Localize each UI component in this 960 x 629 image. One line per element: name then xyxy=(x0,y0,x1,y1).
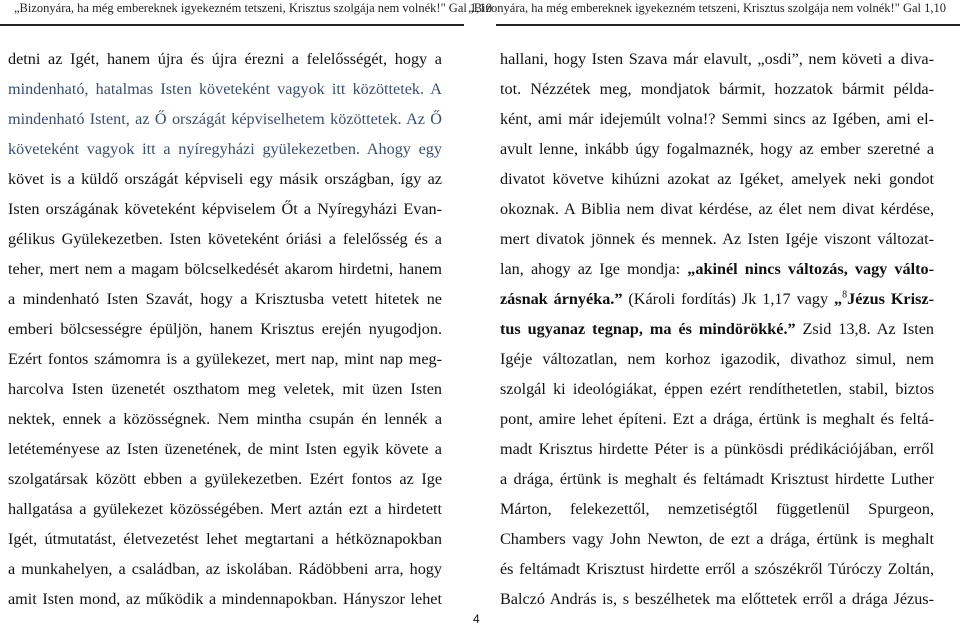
text-line: mindenható, hatalmas Isten követeként vagyok itt közöttetek. A xyxy=(8,80,442,98)
text-line: követeként vagyok itt a nyíregyházi gyülekezetben. Ahogy egy xyxy=(8,140,442,158)
text-line: Igéje változatlan, nem korhoz igazodik, divathoz simul, nem xyxy=(500,350,934,368)
verse-number: 8 xyxy=(842,289,848,301)
text-line: hallgatása a gyülekezet közösségében. Mert aztán ezt a hirdetett xyxy=(8,500,442,518)
text-line: ként, ami már idejemúlt volna!? Semmi sincs az Igében, ami el- xyxy=(500,110,934,128)
running-header-right: „Bizonyára, ha még embereknek igyekezném tetszeni, Krisztus szolgája nem volnék!" Gal 1,10 xyxy=(468,1,946,15)
quote-bold: tus ugyanaz tegnap, ma és mindörökké.” xyxy=(500,320,796,338)
text-line: detni az Igét, hanem újra és újra érezni a felelősségét, hogy a xyxy=(8,50,442,68)
text-line: követ is a küldő országát képviseli egy másik országban, így az xyxy=(8,170,442,188)
text-line: Balczó András is, s beszélhetek ma előttetek erről a drága Jézus- xyxy=(500,590,934,608)
text-line: letéteményese az Isten üzenetének, de mint Isten egyik követe a xyxy=(8,440,442,458)
scripture-quote-line xyxy=(500,314,934,344)
text-line: Chambers vagy John Newton, de ezt a drága, értünk is meghalt xyxy=(500,530,934,548)
scripture-quote-line xyxy=(500,254,934,284)
page-number: 4 xyxy=(473,612,480,626)
text-line: okoznak. A Biblia nem divat kérdése, az élet nem divat kérdése, xyxy=(500,200,934,218)
running-header-left: „Bizonyára, ha még embereknek igyekezném tetszeni, Krisztus szolgája nem volnék!" Gal 1,10 xyxy=(14,1,492,15)
text-line: pont, amire lehet építeni. Ezt a drága, értünk is meghalt és feltá- xyxy=(500,410,934,428)
text-line: harcolva Isten üzenetét oszthatom meg veletek, mit üzen Isten xyxy=(8,380,442,398)
right-text-column xyxy=(500,44,934,614)
text-line: avult lenne, inkább úgy fogalmaznék, hogy az ember szeretné a xyxy=(500,140,934,158)
text-line: mindenható Istent, az Ő országát képviselhetem közöttetek. Az Ő xyxy=(8,110,442,128)
text-line: nektek, ennek a közösségnek. Nem mintha csupán én lennék a xyxy=(8,410,442,428)
text-line: szolgál ki ideológiákat, éppen ezért rendíthetetlen, stabil, biztos xyxy=(500,380,934,398)
quote-open: „ xyxy=(834,290,843,308)
text-line: emberi bölcsességre épüljön, hanem Krisztus erején nyugodjon. xyxy=(8,320,442,338)
text-line: és feltámadt Krisztust hirdette erről a szószékről Túróczy Zoltán, xyxy=(500,560,934,578)
text-line: Ezért fontos számomra is a gyülekezet, mert nap, mint nap meg- xyxy=(8,350,442,368)
left-text-column xyxy=(8,44,442,614)
text-line: a mindenható Isten Szavát, hogy a Krisztusba vetett hitetek ne xyxy=(8,290,442,308)
text-line: Igét, útmutatást, életvezetést lehet megtartani a hétköznapokban xyxy=(8,530,442,548)
text-line: a drága, értünk is meghalt és feltámadt Krisztust hirdette Luther xyxy=(500,470,934,488)
text-line: Márton, felekezettől, nemzetiségtől függetlenül Spurgeon, xyxy=(500,500,934,518)
quote-bold: Jézus Krisz- xyxy=(847,290,934,308)
text-line: divatot követve kihúzni azokat az Igéket, amelyek neki gondot xyxy=(500,170,934,188)
text-line: a munkahelyen, a családban, az iskolában. Rádöbbeni arra, hogy xyxy=(8,560,442,578)
line-text: Zsid 13,8. Az Isten xyxy=(795,320,935,338)
scripture-quote-line xyxy=(500,284,934,314)
line-text: (Károli fordítás) Jk 1,17 vagy xyxy=(622,290,835,308)
text-line: amit Isten mond, az működik a mindennapokban. Hányszor lehet xyxy=(8,590,442,608)
text-line: Isten országának követeként képviselem Őt a Nyíregyházi Evan- xyxy=(8,200,442,218)
header-rule-left xyxy=(0,24,464,26)
text-line: hallani, hogy Isten Szava már elavult, „osdi”, nem követi a diva- xyxy=(500,50,934,68)
text-line: mert divatok jönnek és mennek. Az Isten Igéje viszont változat- xyxy=(500,230,934,248)
quote-bold: zásnak árnyéka.” xyxy=(500,290,623,308)
text-line: gélikus Gyülekezetben. Isten követeként óriási a felelősség és a xyxy=(8,230,442,248)
header-rule-right xyxy=(496,24,960,26)
line-text: lan, ahogy az Ige mondja: xyxy=(500,260,688,278)
text-line: tot. Nézzétek meg, mondjatok bármit, hozzatok bármit példa- xyxy=(500,80,934,98)
text-line: madt Krisztus hirdette Péter is a pünkösdi prédikációjában, erről xyxy=(500,440,934,458)
text-line: szolgatársak között ebben a gyülekezetben. Ezért fontos az Ige xyxy=(8,470,442,488)
text-line: teher, mert nem a magam bölcselkedését akarom hirdetni, hanem xyxy=(8,260,442,278)
quote-bold: „akinél nincs változás, vagy válto- xyxy=(687,260,934,278)
